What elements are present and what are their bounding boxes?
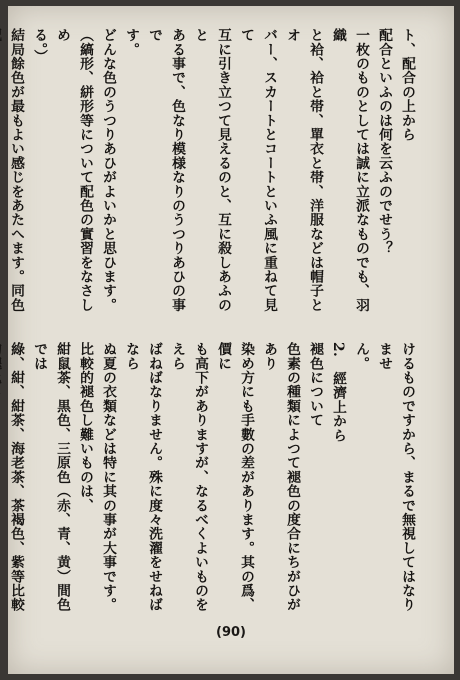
- text-column: る。）: [31, 28, 47, 64]
- text-column: ぬ夏の衣類などは特に其の事が大事です。: [100, 342, 116, 612]
- text-column: けるものですから、まるで無視してはなりませ: [376, 342, 415, 612]
- text-column: 結局餘色が最もよい感じをあたへます。同色: [8, 28, 24, 312]
- text-column: どんな色のうつりあひがよいかと思ひます。: [100, 28, 116, 312]
- text-column: 染め方にも手數の差があります。其の爲、價に: [215, 342, 254, 612]
- book-page: [8, 6, 454, 674]
- text-column: と袷、袷と帯、單衣と帯、洋服などは帽子とオ: [284, 28, 323, 312]
- page-number: (90): [216, 625, 246, 640]
- text-column: ばねばなりません。殊に度々洗濯をせねばなら: [123, 342, 162, 612]
- text-column: （縞形、絣形等について配色の實習をなさしめ: [54, 28, 93, 312]
- text-column: 色素の種類によつて褪色の度合にちがひがあり: [261, 342, 300, 612]
- text-column: 互に引き立つて見えるのと、互に殺しあふのと: [192, 28, 231, 312]
- text-column: す。: [123, 28, 139, 57]
- text-column: も高下がありますが、なるべくよいものをえら: [169, 342, 208, 612]
- top-text-block: [0, 28, 418, 324]
- text-column: 2. 經濟上から: [330, 342, 346, 443]
- text-column: ん。: [353, 342, 369, 371]
- text-column: 比較的褪色し難いものは、: [77, 342, 93, 513]
- text-column: 褪色について: [307, 342, 323, 428]
- text-column: 一枚のものとしては誠に立派なものでも、羽織: [330, 28, 369, 312]
- text-column: バー、スカートとコートといふ風に重ねて見て: [238, 28, 277, 312]
- text-column: ト、配合の上から: [399, 28, 415, 142]
- text-column: 配合といふのは何を云ふのでせう？: [376, 28, 392, 256]
- text-column: 綠、紺、紺茶、海老茶、茶褐色、紫等比較: [8, 342, 24, 612]
- text-column: 紺鼠茶、黒色、三原色（赤、青、黄）間色では: [31, 342, 70, 612]
- text-column: ある事で、色なり模様なりのうつりあひの事で: [146, 28, 185, 312]
- bottom-text-block: [0, 342, 418, 620]
